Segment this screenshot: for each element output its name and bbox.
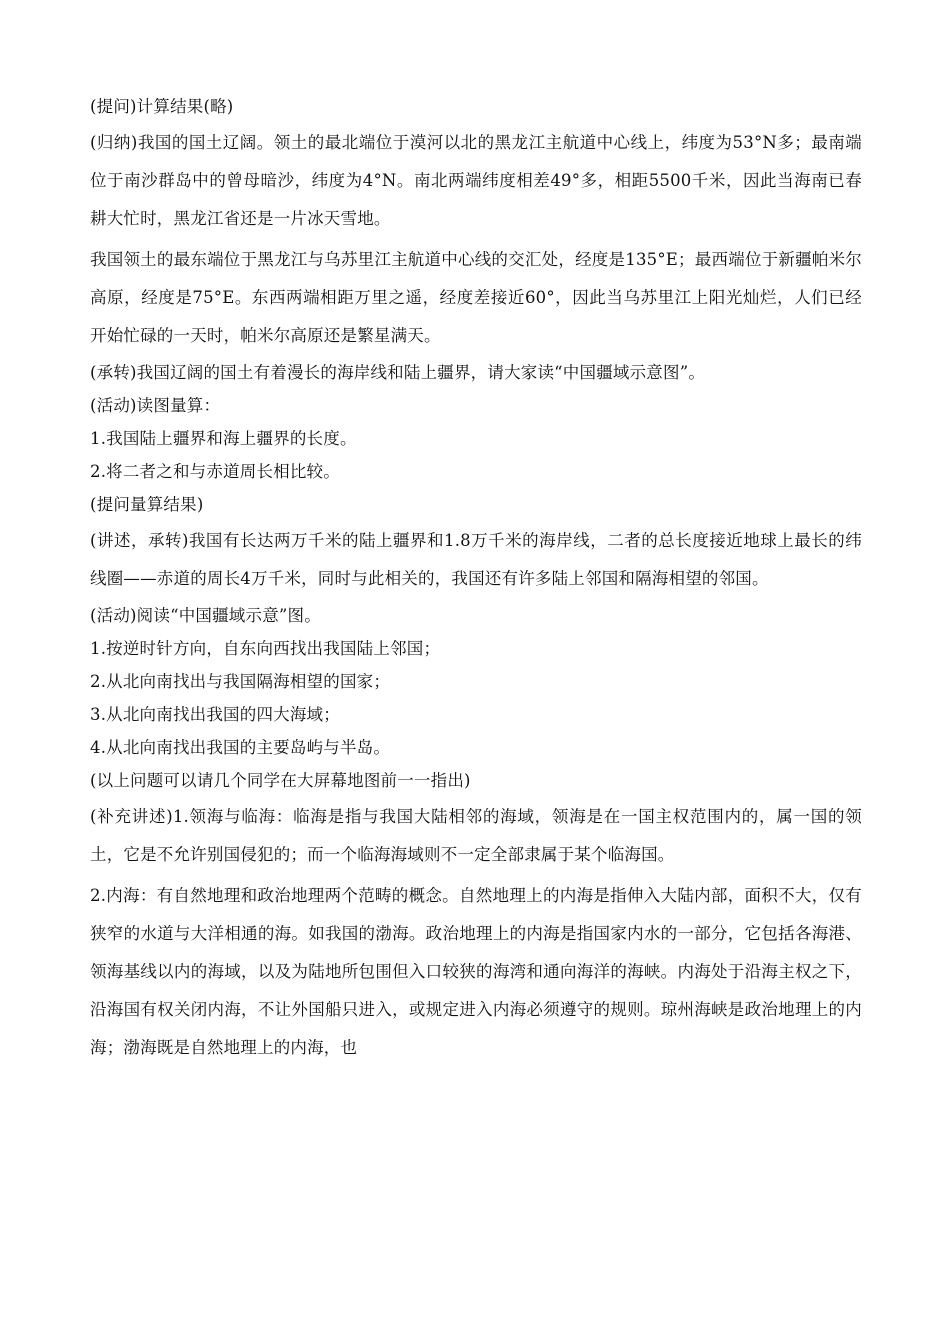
paragraph-inland-sea: 2.内海：有自然地理和政治地理两个范畴的概念。自然地理上的内海是指伸入大陆内部，面积不大，仅有狭窄的水道与大洋相通的海。如我国的渤海。政治地理上的内海是指国家内水的一部分，它包括各海港、领海基线以内的海域，以及为陆地所包围但入口较狭的海湾和通向海洋的海峡。内海处于沿海主权之下，沿海国有权关闭内海，不让外国船只进入，或规定进入内海必须遵守的规则。琼州海峡是政治地理上的内海；渤海既是自然地理上的内海，也 bbox=[90, 886, 862, 1057]
paragraph-activity-measure: (活动)读图量算： bbox=[90, 396, 221, 415]
paragraph-activity-read: (活动)阅读“中国疆域示意”图。 bbox=[90, 606, 321, 625]
paragraph-lecture-borders: (讲述，承转)我国有长达两万千米的陆上疆界和1.8万千米的海岸线，二者的总长度接近地球上最长的纬线圈——赤道的周长4万千米，同时与此相关的，我国还有许多陆上邻国和隔海相望的邻国。 bbox=[90, 531, 862, 588]
paragraph-question-result: (提问)计算结果(略) bbox=[90, 97, 234, 116]
paragraph-territorial-sea: (补充讲述)1.领海与临海：临海是指与我国大陆相邻的海域，领海是在一国主权范围内的，属一国的领土，它是不允许别国侵犯的；而一个临海海域则不一定全部隶属于某个临海国。 bbox=[90, 807, 862, 864]
paragraph-note: (以上问题可以请几个同学在大屏幕地图前一一指出) bbox=[90, 771, 471, 790]
list-item: 4.从北向南找出我国的主要岛屿与半岛。 bbox=[90, 738, 391, 757]
paragraph-east-west: 我国领土的最东端位于黑龙江与乌苏里江主航道中心线的交汇处，经度是135°E；最西端位于新疆帕米尔高原，经度是75°E。东西两端相距万里之遥，经度差接近60°，因此当乌苏里江上阳光灿烂，人们已经开始忙碌的一天时，帕米尔高原还是繁星满天。 bbox=[90, 250, 862, 345]
list-item: 2.将二者之和与赤道周长相比较。 bbox=[90, 462, 340, 481]
list-item: 1.我国陆上疆界和海上疆界的长度。 bbox=[90, 429, 357, 448]
list-item: 2.从北向南找出与我国隔海相望的国家； bbox=[90, 672, 391, 691]
list-item: 3.从北向南找出我国的四大海域； bbox=[90, 705, 340, 724]
list-item: 1.按逆时针方向，自东向西找出我国陆上邻国； bbox=[90, 639, 441, 658]
paragraph-question-measure: (提问量算结果) bbox=[90, 495, 204, 514]
document-page bbox=[90, 92, 862, 1067]
paragraph-summary-north-south: (归纳)我国的国土辽阔。领土的最北端位于漠河以北的黑龙江主航道中心线上，纬度为53°N多；最南端位于南沙群岛中的曾母暗沙，纬度为4°N。南北两端纬度相差49°多，相距5500千米，因此当海南已春耕大忙时，黑龙江省还是一片冰天雪地。 bbox=[90, 133, 862, 228]
paragraph-transition-map: (承转)我国辽阔的国土有着漫长的海岸线和陆上疆界，请大家读“中国疆域示意图”。 bbox=[90, 363, 706, 382]
